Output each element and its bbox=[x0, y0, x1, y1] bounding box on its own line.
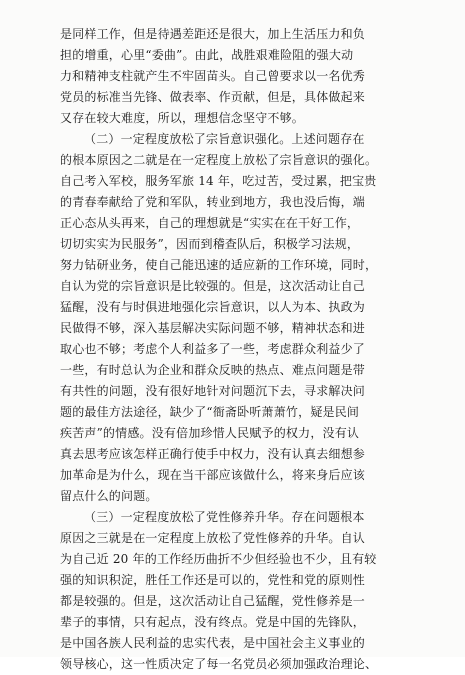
text-line: 都是较强的。但是，这次活动让自己猛醒，党性修养是一 bbox=[60, 594, 366, 608]
text-line: 是同样工作，但是待遇差距还是很大，加上生活压力和负 bbox=[60, 27, 366, 41]
text-line: 辈子的事情，只有起点，没有终点。党是中国的先锋队， bbox=[60, 615, 366, 629]
text-line: 疾苦声”的情感。没有倍加珍惜人民赋予的权力，没有认 bbox=[60, 426, 360, 440]
text-line: 又存在较大难度，所以，理想信念坚守不够。 bbox=[60, 111, 305, 125]
text-line: （二）一定程度放松了宗旨意识强化。上述问题存在 bbox=[84, 132, 365, 146]
text-line: 自认为党的宗旨意识是比较强的。但是，这次活动让自己 bbox=[60, 279, 366, 293]
text-line: 猛醒，没有与时俱进地强化宗旨意识，以人为本、执政为 bbox=[60, 300, 366, 314]
text-line: 民做得不够，深入基层解决实际问题不够，精神状态和进 bbox=[60, 321, 366, 335]
text-line: 领导核心，这一性质决定了每一名党员必须加强政治理论、 bbox=[60, 657, 378, 671]
text-line: 取心也不够；考虑个人利益多了一些，考虑群众利益少了 bbox=[60, 342, 366, 356]
text-line: 加革命是为什么，现在当干部应该做什么，将来身后应该 bbox=[60, 468, 366, 482]
text-line: 自己考入军校，服务军旅 14 年，吃过苦，受过累，把宝贵 bbox=[60, 174, 377, 188]
text-line: 正心态从头再来，自己的理想就是“实实在在干好工作， bbox=[60, 216, 360, 230]
text-line: 为自己近 20 年的工作经历曲折不少但经验也不少，且有较 bbox=[60, 552, 377, 566]
text-line: 切切实实为民服务”，因而到稽查队后，积极学习法规， bbox=[60, 237, 360, 251]
text-line: 留点什么的问题。 bbox=[60, 489, 158, 503]
text-line: 担的增重，心里“委曲”。由此，战胜艰难险阻的强大动 bbox=[60, 48, 354, 62]
text-line: 题的最佳方法途径，缺少了“衙斋卧听萧萧竹，疑是民间 bbox=[60, 405, 360, 419]
text-line: 有共性的问题，没有很好地针对问题沉下去，寻求解决问 bbox=[60, 384, 366, 398]
text-line: 原因之三就是在一定程度上放松了党性修养的升华。自认 bbox=[60, 531, 366, 545]
text-line: （三）一定程度放松了党性修养升华。存在问题根本 bbox=[84, 510, 365, 524]
text-line: 努力钻研业务，使自己能迅速的适应新的工作环境，同时， bbox=[60, 258, 378, 272]
text-line: 是中国各族人民利益的忠实代表，是中国社会主义事业的 bbox=[60, 636, 366, 650]
text-line: 真去思考应该怎样正确行使手中权力，没有认真去细想参 bbox=[60, 447, 366, 461]
text-line: 党员的标准当先锋、做表率、作贡献，但是，具体做起来 bbox=[60, 90, 366, 104]
document-body bbox=[60, 24, 410, 675]
text-line: 力和精神支柱就产生不牢固苗头。自己曾要求以一名优秀 bbox=[60, 69, 366, 83]
text-line: 强的知识积淀，胜任工作还是可以的，党性和党的原则性 bbox=[60, 573, 366, 587]
text-line: 的青春奉献给了党和军队，转业到地方，我也没后悔，端 bbox=[60, 195, 366, 209]
text-line: 一些，有时总认为企业和群众反映的热点、难点问题是带 bbox=[60, 363, 366, 377]
text-line: 的根本原因之二就是在一定程度上放松了宗旨意识的强化。 bbox=[60, 153, 378, 167]
